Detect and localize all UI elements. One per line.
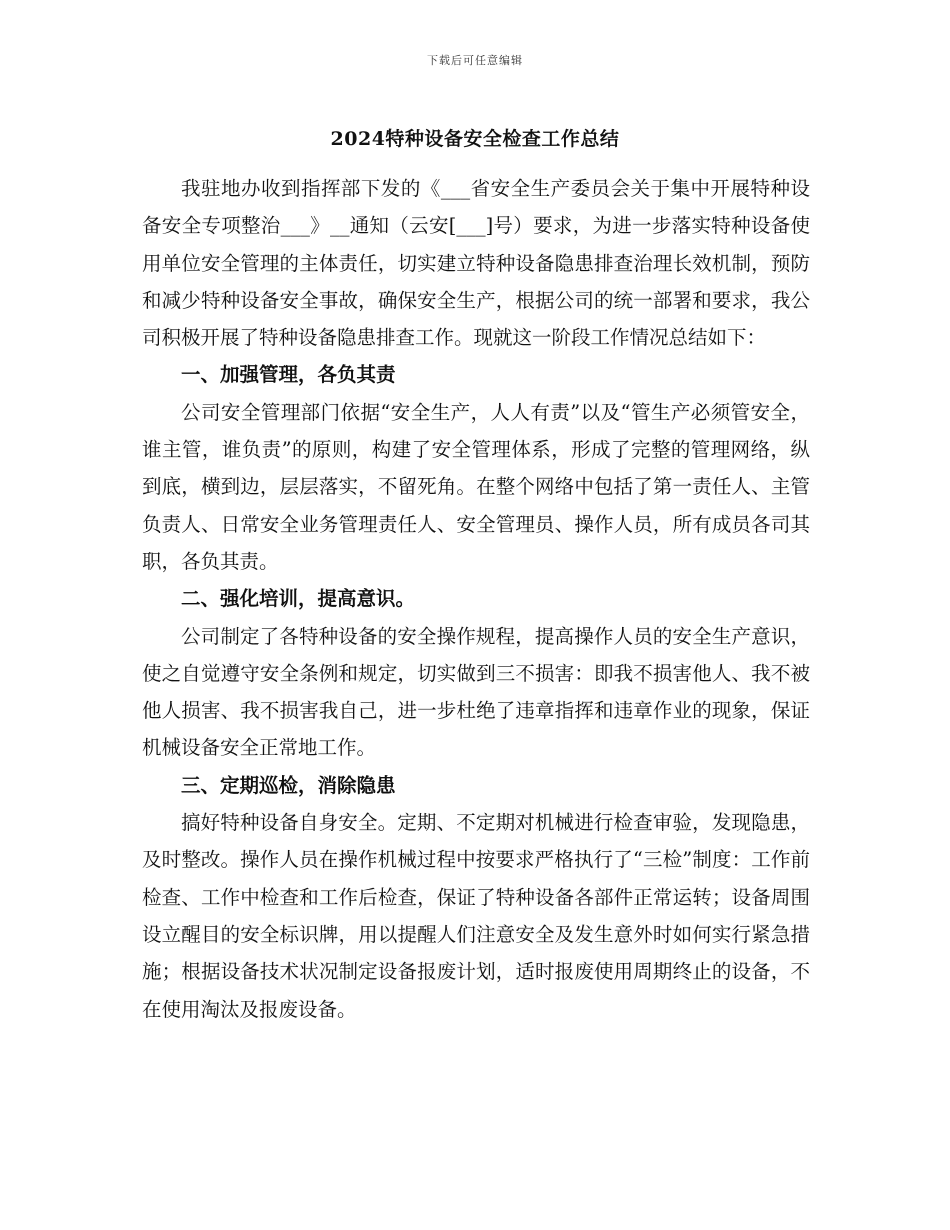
document-body — [142, 170, 810, 1028]
section-body-1: 公司安全管理部门依据“安全生产，人人有责”以及“管生产必须管安全，谁主管，谁负责”的原则，构建了安全管理体系，形成了完整的管理网络，纵到底，横到边，层层落实，不留死角。在整个网络中包括了第一责任人、主管负责人、日常安全业务管理责任人、安全管理员、操作人员，所有成员各司其职，各负其责。 — [142, 400, 810, 573]
section-heading-3: 三、定期巡检，消除隐患 — [181, 773, 396, 797]
section-heading-1: 一、加强管理，各负其责 — [181, 363, 396, 387]
page-header-note: 下载后可任意编辑 — [427, 54, 523, 67]
intro-paragraph: 我驻地办收到指挥部下发的《___省安全生产委员会关于集中开展特种设备安全专项整治___》__通知（云安[___]号）要求，为进一步落实特种设备使用单位安全管理的主体责任，切实建立特种设备隐患排查治理长效机制，预防和减少特种设备安全事故，确保安全生产，根据公司的统一部署和要求，我公司积极开展了特种设备隐患排查工作。现就这一阶段工作情况总结如下： — [142, 177, 810, 350]
section-body-3: 搞好特种设备自身安全。定期、不定期对机械进行检查审验，发现隐患，及时整改。操作人员在操作机械过程中按要求严格执行了“三检”制度：工作前检查、工作中检查和工作后检查，保证了特种设备各部件正常运转；设备周围设立醒目的安全标识牌，用以提醒人们注意安全及发生意外时如何实行紧急措施；根据设备技术状况制定设备报废计划，适时报废使用周期终止的设备，不在使用淘汰及报废设备。 — [142, 811, 810, 1021]
section-heading-2: 二、强化培训，提高意识。 — [181, 587, 416, 611]
document-title: 2024特种设备安全检查工作总结 — [330, 128, 620, 150]
section-body-2: 公司制定了各特种设备的安全操作规程，提高操作人员的安全生产意识，使之自觉遵守安全条例和规定，切实做到三不损害：即我不损害他人、我不被他人损害、我不损害我自己，进一步杜绝了违章指挥和违章作业的现象，保证机械设备安全正常地工作。 — [142, 624, 810, 760]
